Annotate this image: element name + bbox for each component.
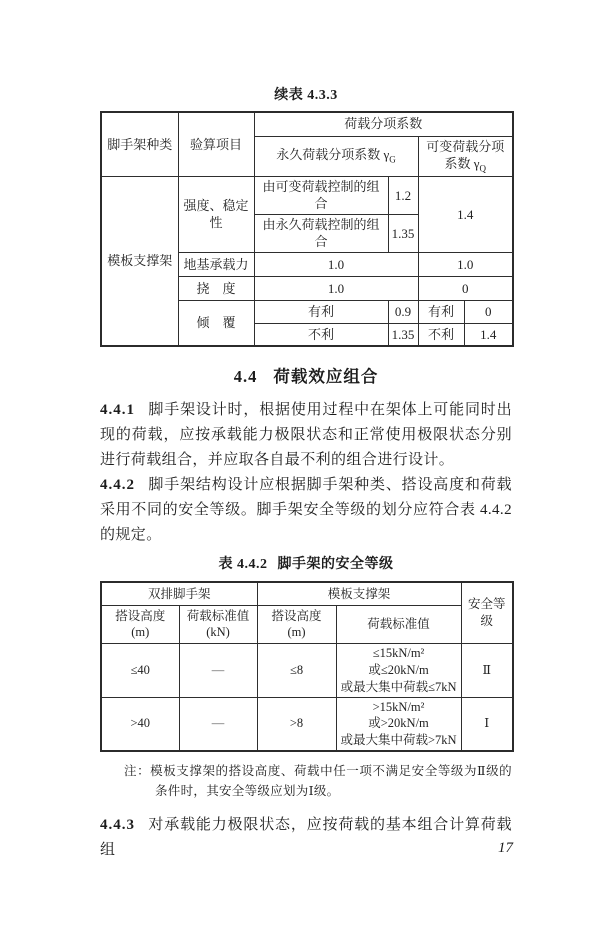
cell-permanent-combo-value: 1.35 [388, 214, 418, 252]
variable-factor-label: 可变荷载分项系数 γ [426, 138, 505, 172]
header-permanent-factor [254, 136, 418, 176]
cell-height-gt40: >40 [101, 697, 179, 751]
cell-overturn-favorable-var: 0 [464, 300, 513, 323]
header-load-value-2 [336, 605, 461, 643]
cell-variable-combo-value: 1.2 [388, 176, 418, 214]
permanent-factor-label: 永久荷载分项系数 γ [276, 147, 390, 163]
cell-load-dash: — [179, 697, 257, 751]
cell-deflection-perm-value: 1.0 [254, 276, 418, 300]
table-4-4-2-caption [100, 553, 512, 573]
cell-overturn-favorable: 有利 [254, 300, 388, 323]
caption-number: 表 4.4.2 [218, 557, 268, 573]
table-row [101, 643, 513, 697]
page-number: 17 [498, 840, 513, 856]
cell-overturn-unfavorable-var: 1.4 [464, 323, 513, 346]
paragraph-text: 脚手架结构设计应根据脚手架种类、搭设高度和荷载采用不同的安全等级。脚手架安全等级的划分应符合表 4.4.2 的规定。 [100, 477, 512, 544]
cell-overturn-favorable-var-label: 有利 [418, 300, 464, 323]
paragraph-number: 4.4.3 [100, 817, 135, 834]
cell-height-gt8: >8 [257, 697, 336, 751]
paragraph-number: 4.4.1 [100, 402, 135, 419]
cell-overturning: 倾 覆 [178, 300, 254, 346]
permanent-factor-subscript: G [389, 154, 396, 165]
header-load-value-1 [179, 605, 257, 643]
cell-strength-variable-factor: 1.4 [418, 176, 513, 252]
cell-strength-stability: 强度、稳定性 [178, 176, 254, 252]
cell-height-le8: ≤8 [257, 643, 336, 697]
header-erection-height-2 [257, 605, 336, 643]
cell-load-dash: — [179, 643, 257, 697]
section-number: 4.4 [233, 367, 258, 387]
header-unit: (m) [287, 625, 306, 640]
cell-bearing-var-value: 1.0 [418, 252, 513, 276]
paragraph-4-4-2 [100, 473, 512, 548]
header-unit: (kN) [206, 625, 230, 640]
cell-formwork-support: 模板支撑架 [101, 176, 178, 346]
cell-load-criteria-grade1 [336, 697, 461, 751]
cell-grade-2: Ⅱ [461, 643, 513, 697]
cell-overturn-unfavorable: 不利 [254, 323, 388, 346]
header-load-factor-group: 荷载分项系数 [254, 112, 513, 136]
section-heading [100, 363, 512, 387]
load-criteria-line: 或≤20kN/m [368, 662, 429, 677]
safety-grade-table [100, 581, 514, 752]
cell-overturn-unfavorable-var-label: 不利 [418, 323, 464, 346]
variable-factor-subscript: Q [479, 163, 486, 174]
header-scaffold-type: 脚手架种类 [101, 112, 178, 176]
load-factor-table [100, 111, 514, 347]
header-double-row-scaffold: 双排脚手架 [101, 582, 257, 605]
section-title: 荷载效应组合 [273, 367, 379, 387]
table-continued-caption: 续表 4.3.3 [274, 88, 338, 103]
paragraph-number: 4.4.2 [100, 477, 135, 494]
cell-height-le40: ≤40 [101, 643, 179, 697]
header-label: 荷载标准值 [367, 617, 430, 632]
paragraph-text: 脚手架设计时，根据使用过程中在架体上可能同时出现的荷载，应按承载能力极限状态和正常使用极限状态分别进行荷载组合，并应取各自最不利的组合进行设计。 [100, 402, 512, 469]
load-criteria-line: 或最大集中荷载≤7kN [340, 679, 457, 694]
cell-variable-controlled-combo: 由可变荷载控制的组合 [254, 176, 388, 214]
table-row [101, 697, 513, 751]
paragraph-text: 对承载能力极限状态，应按荷载的基本组合计算荷载组 [100, 817, 512, 859]
header-formwork-support: 模板支撑架 [257, 582, 461, 605]
cell-overturn-unfavorable-perm: 1.35 [388, 323, 418, 346]
header-label: 搭设高度 [271, 608, 322, 623]
load-criteria-line: ≤15kN/m² [372, 645, 425, 660]
header-erection-height-1 [101, 605, 179, 643]
header-safety-grade: 安全等级 [461, 582, 513, 643]
load-criteria-line: 或最大集中荷载>7kN [340, 733, 457, 748]
page-content [100, 84, 512, 863]
header-unit: (m) [131, 625, 150, 640]
cell-deflection: 挠 度 [178, 276, 254, 300]
paragraph-4-4-1 [100, 398, 512, 473]
cell-deflection-var-value: 0 [418, 276, 513, 300]
document-page [0, 84, 600, 932]
paragraph-4-4-3 [100, 813, 512, 863]
caption-title: 脚手架的安全等级 [277, 557, 394, 573]
cell-load-criteria-grade2 [336, 643, 461, 697]
header-label: 搭设高度 [115, 608, 166, 623]
header-variable-factor [418, 136, 513, 176]
cell-grade-1: Ⅰ [461, 697, 513, 751]
cell-overturn-favorable-perm: 0.9 [388, 300, 418, 323]
note-text: 模板支撑架的搭设高度、荷载中任一项不满足安全等级为Ⅱ级的条件时，其安全等级应划为Ⅰ级。 [150, 764, 512, 799]
header-check-item: 验算项目 [178, 112, 254, 176]
load-criteria-line: >15kN/m² [372, 699, 425, 714]
load-criteria-line: 或>20kN/m [368, 716, 429, 731]
cell-permanent-controlled-combo: 由永久荷载控制的组合 [254, 214, 388, 252]
note-label: 注： [124, 764, 151, 779]
cell-bearing-perm-value: 1.0 [254, 252, 418, 276]
cell-bearing-capacity: 地基承载力 [178, 252, 254, 276]
header-label: 荷载标准值 [186, 608, 250, 623]
table-note [124, 761, 512, 801]
